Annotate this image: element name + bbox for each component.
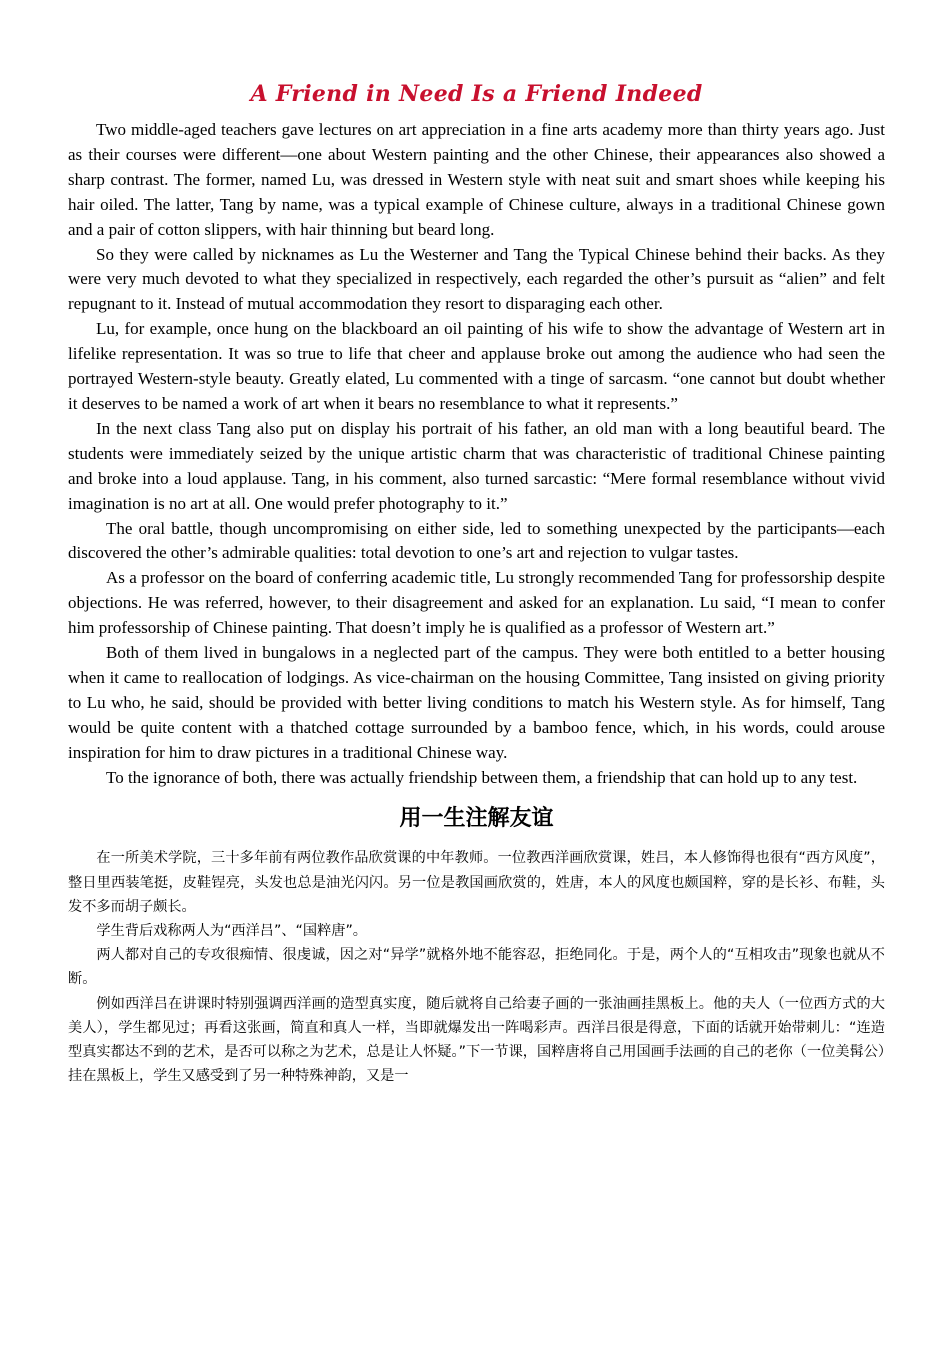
english-paragraph: In the next class Tang also put on display his portrait of his father, an old man with a long beautiful beard. The students were immediately seized by the unique artistic charm that was characteristic of traditional Chinese painting and broke into a loud applause. Tang, in his comment, also turned sarcastic: “Mere formal resemblance without vivid imagination is no art at all. One would prefer photography to it.” xyxy=(68,418,885,513)
chinese-title: 用一生注解友谊 xyxy=(399,806,554,832)
english-paragraph: Two middle-aged teachers gave lectures on art appreciation in a fine arts academy more than thirty years ago. Just as their courses were different—one about Western painting and the other Chinese, their appearances also showed a sharp contrast. The former, named Lu, was dressed in Western style with neat suit and smart shoes while keeping his hair oiled. The latter, Tang by name, was a typical example of Chinese culture, always in a traditional Chinese gown and a pair of cotton slippers, with hair thinning but beard long. xyxy=(68,120,885,239)
chinese-paragraph: 例如西洋吕在讲课时特别强调西洋画的造型真实度，随后就将自己给妻子画的一张油画挂黑板上。他的夫人（一位西方式的大美人），学生都见过；再看这张画，简直和真人一样，当即就爆发出一阵喝彩声。西洋吕很是得意，下面的话就开始带刺儿：“连造型真实都达不到的艺术，是否可以称之为艺术，总是让人怀疑。”下一节课，国粹唐将自己用国画手法画的自己的老你（一位美髯公）挂在黑板上，学生又感受到了另一种特殊神韵，又是一 xyxy=(68,995,885,1085)
english-paragraph: The oral battle, though uncompromising on either side, led to something unexpected by the participants—each discovered the other’s admirable qualities: total devotion to one’s art and rejection to vulgar tastes. xyxy=(68,518,885,563)
english-paragraph: As a professor on the board of conferring academic title, Lu strongly recommended Tang for professorship despite objections. He was referred, however, to their disagreement and asked for an explanation. Lu said, “I mean to confer him professorship of Chinese painting. That doesn’t imply he is qualified as a professor of Western art.” xyxy=(68,568,885,638)
english-title: A Friend in Need Is a Friend Indeed xyxy=(250,81,703,107)
english-body xyxy=(68,118,885,790)
chinese-paragraph: 两人都对自己的专攻很痴情、很虔诚，因之对“异学”就格外地不能容忍，拒绝同化。于是，两个人的“互相攻击”现象也就从不断。 xyxy=(68,947,885,988)
english-paragraph: To the ignorance of both, there was actually friendship between them, a friendship that can hold up to any test. xyxy=(106,767,858,787)
english-paragraph: Lu, for example, once hung on the blackboard an oil painting of his wife to show the advantage of Western art in lifelike representation. It was so true to life that cheer and applause broke out among the audience who had seen the portrayed Western-style beauty. Greatly elated, Lu commented with a tinge of sarcasm. “one cannot but doubt whether it deserves to be named a work of art when it bears no resemblance to what it represents.” xyxy=(68,319,885,413)
chinese-paragraph: 学生背后戏称两人为“西洋吕”、“国粹唐”。 xyxy=(96,923,367,940)
chinese-body xyxy=(68,846,885,1088)
english-paragraph: So they were called by nicknames as Lu the Westerner and Tang the Typical Chinese behind their backs. As they were very much devoted to what they specialized in respectively, each regarded the other’s pursuit as “alien” and felt repugnant to it. Instead of mutual accommodation they resort to disparaging each other. xyxy=(68,244,885,314)
chinese-paragraph: 在一所美术学院，三十多年前有两位教作品欣赏课的中年教师。一位教西洋画欣赏课，姓吕，本人修饰得也很有“西方风度”，整日里西装笔挺，皮鞋锃亮，头发也总是油光闪闪。另一位是教国画欣赏的，姓唐，本人的风度也颇国粹，穿的是长衫、布鞋，头发不多而胡子颇长。 xyxy=(68,850,885,915)
english-paragraph: Both of them lived in bungalows in a neglected part of the campus. They were both entitled to a better housing when it came to reallocation of lodgings. As vice-chairman on the housing Committee, Tang insisted on giving priority to Lu who, he said, should be provided with better living conditions to match his Western style. As for himself, Tang would be quite content with a thatched cottage surrounded by a bamboo fence, which, in his words, could arouse inspiration for him to draw pictures in a traditional Chinese way. xyxy=(68,643,885,762)
